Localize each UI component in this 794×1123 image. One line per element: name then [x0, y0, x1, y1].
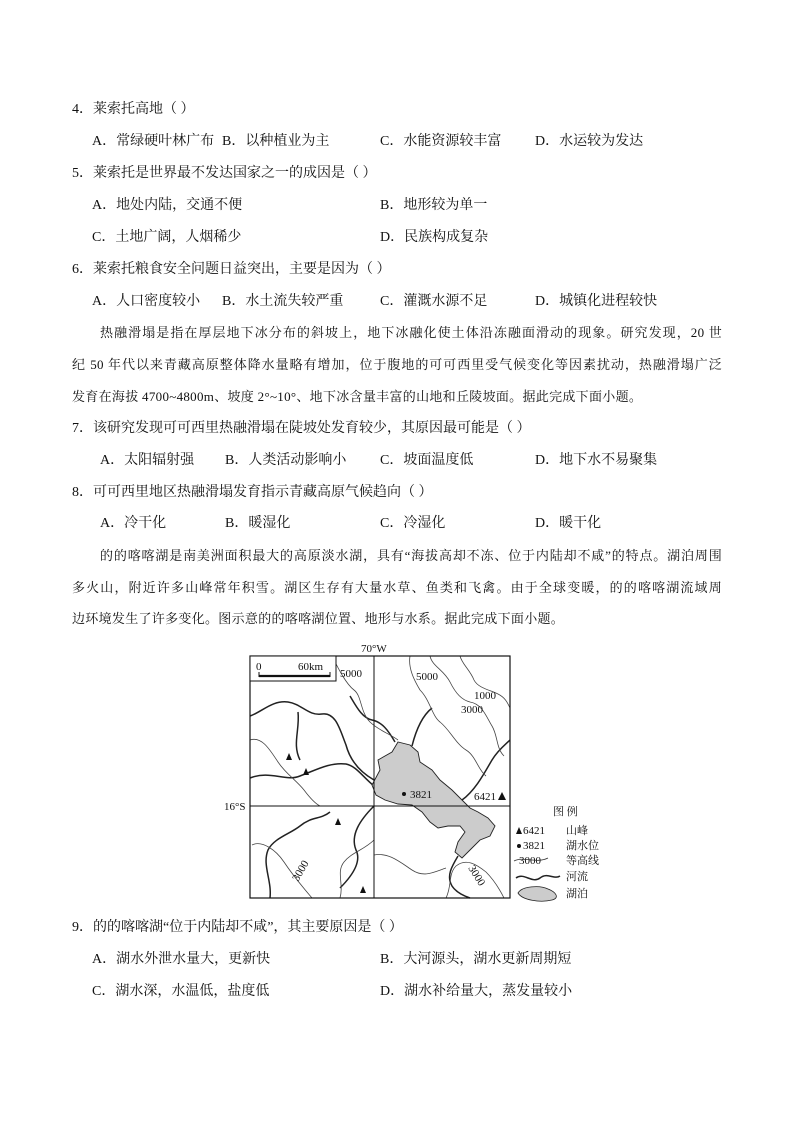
meridian-label: 70°W	[361, 643, 387, 655]
question-5-stem: 5．莱索托是世界最不发达国家之一的成因是（ ）	[72, 166, 377, 181]
passage-1-line: 发育在海拔 4700~4800m、坡度 2°~10°、地下冰含量丰富的山地和丘陵坡面。据此完成下面小题。	[72, 389, 643, 404]
river-line	[350, 696, 395, 742]
contour-label: 3000	[461, 704, 483, 716]
legend-river-label: 河流	[566, 871, 588, 883]
question-8-option-a[interactable]: A．冷干化	[100, 516, 167, 531]
legend-title: 图 例	[553, 806, 578, 818]
question-6-option-b[interactable]: B．水土流失较严重	[222, 294, 344, 309]
passage-1-line: 纪 50 年代以来青藏高原整体降水量略有增加，位于腹地的可可西里受气候变化等因素扰动，热融滑塌广泛	[72, 357, 722, 372]
legend-lake-level-value: 3821	[523, 840, 545, 852]
question-9-stem: 9．的的喀喀湖“位于内陆却不咸”，其主要原因是（ ）	[72, 920, 403, 935]
legend-peak-value: 6421	[523, 825, 545, 837]
question-9-option-b[interactable]: B．大河源头，湖水更新周期短	[380, 952, 572, 967]
question-4-option-a[interactable]: A．常绿硬叶林广布	[92, 134, 215, 149]
question-6-stem: 6．莱索托粮食安全问题日益突出，主要是因为（ ）	[72, 262, 391, 277]
question-7-option-c[interactable]: C．坡面温度低	[380, 453, 474, 468]
lake-level-dot-icon	[402, 792, 406, 796]
passage-1-line: 热融滑塌是指在厚层地下冰分布的斜坡上，地下冰融化使土体沿冻融面滑动的现象。研究发现，20 世	[100, 325, 722, 340]
river-line	[266, 812, 330, 898]
scale-zero: 0	[256, 661, 262, 673]
legend-lake-level-icon	[517, 844, 521, 848]
question-6-option-d[interactable]: D．城镇化进程较快	[535, 294, 658, 309]
question-9-option-c[interactable]: C．湖水深，水温低，盐度低	[92, 984, 270, 999]
legend-contour-value: 3000	[519, 855, 541, 867]
question-5-option-d[interactable]: D．民族构成复杂	[380, 230, 489, 245]
passage-2-line: 多火山，附近许多山峰常年积雪。湖区生存有大量水草、鱼类和飞禽。由于全球变暖，的的喀喀湖流域周	[72, 580, 722, 595]
question-7-option-a[interactable]: A．太阳辐射强	[100, 453, 195, 468]
peak-icon	[498, 792, 506, 800]
contour-label: 1000	[474, 690, 496, 702]
peak-elevation-label: 6421	[474, 791, 496, 803]
question-7-option-d[interactable]: D．地下水不易聚集	[535, 453, 658, 468]
parallel-label: 16°S	[224, 801, 246, 813]
question-8-option-c[interactable]: C．冷湿化	[380, 516, 446, 531]
question-7-stem: 7．该研究发现可可西里热融滑塌在陡坡处发育较少，其原因最可能是（ ）	[72, 421, 531, 436]
scale-box	[250, 656, 336, 681]
passage-2-line: 的的喀喀湖是南美洲面积最大的高原淡水湖，具有“海拔高却不冻、位于内陆却不咸”的特点。湖泊周围	[100, 548, 722, 563]
contour-label: 5000	[340, 668, 362, 680]
question-4-option-d[interactable]: D．水运较为发达	[535, 134, 644, 149]
question-5-option-a[interactable]: A．地处内陆，交通不便	[92, 198, 243, 213]
river-line	[340, 806, 374, 888]
question-5-option-b[interactable]: B．地形较为单一	[380, 198, 488, 213]
question-8-option-d[interactable]: D．暖干化	[535, 516, 602, 531]
contour-label: 5000	[416, 671, 438, 683]
contour-line	[374, 854, 446, 873]
scale-distance: 60km	[298, 661, 324, 673]
peak-icon	[335, 818, 341, 825]
question-4-option-b[interactable]: B．以种植业为主	[222, 134, 330, 149]
question-4-stem: 4．莱索托高地（ ）	[72, 102, 195, 117]
legend-lake-swatch	[518, 887, 556, 901]
contour-line	[340, 840, 374, 898]
legend-peak-label: 山峰	[566, 825, 588, 837]
question-7-option-b[interactable]: B．人类活动影响小	[225, 453, 347, 468]
contour-label: 3000	[290, 858, 312, 884]
passage-2-line: 边环境发生了许多变化。图示意的的喀喀湖位置、地形与水系。据此完成下面小题。	[72, 611, 565, 626]
lake-level-label: 3821	[410, 789, 432, 801]
river-line	[296, 712, 300, 760]
peak-icon	[286, 753, 292, 760]
question-8-stem: 8．可可西里地区热融滑塌发育指示青藏高原气候趋向（ ）	[72, 485, 433, 500]
river-line	[250, 764, 374, 786]
question-8-option-b[interactable]: B．暖湿化	[225, 516, 291, 531]
question-6-option-a[interactable]: A．人口密度较小	[92, 294, 201, 309]
question-9-option-d[interactable]: D．湖水补给量大，蒸发量较小	[380, 984, 573, 999]
question-6-option-c[interactable]: C．灌溉水源不足	[380, 294, 488, 309]
legend-contour-label: 等高线	[566, 855, 599, 867]
river-line	[412, 708, 432, 746]
legend-lake-label: 湖泊	[566, 888, 588, 900]
legend-peak-icon	[516, 827, 522, 834]
legend-river-line	[516, 876, 560, 880]
legend-lake-level-label: 湖水位	[566, 840, 599, 852]
question-9-option-a[interactable]: A．湖水外泄水量大，更新快	[92, 952, 271, 967]
peak-icon	[303, 768, 309, 775]
question-4-option-c[interactable]: C．水能资源较丰富	[380, 134, 502, 149]
question-5-option-c[interactable]: C．土地广阔，人烟稀少	[92, 230, 242, 245]
contour-label: 3000	[465, 863, 488, 889]
peak-icon	[360, 886, 366, 893]
titicaca-map	[210, 636, 610, 906]
